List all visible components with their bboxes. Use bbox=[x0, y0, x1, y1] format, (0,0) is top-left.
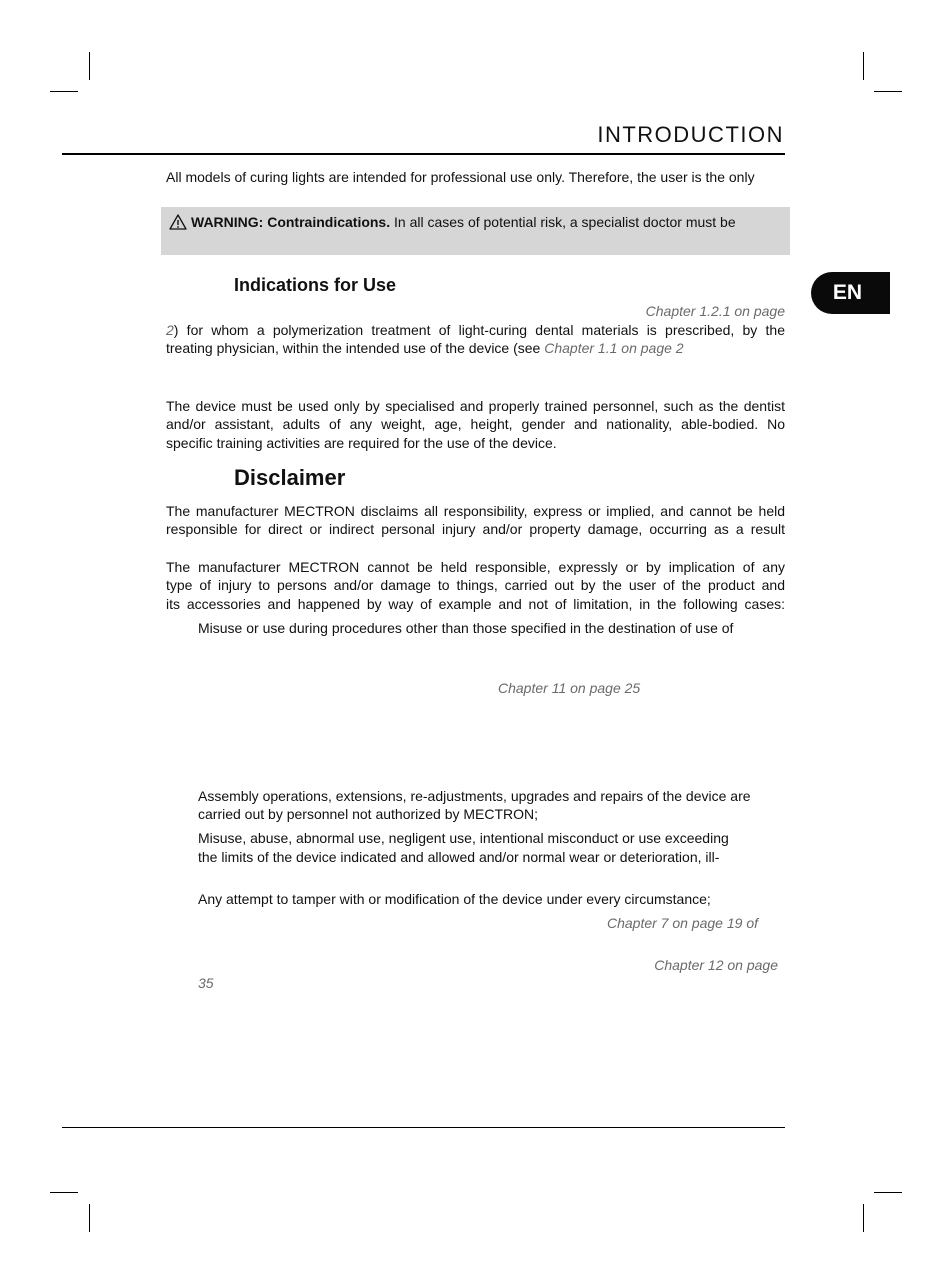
paragraph-line: The manufacturer MECTRON cannot be held responsible, expressly or by implication of any bbox=[166, 559, 785, 575]
header-rule bbox=[62, 153, 785, 155]
page-reference: 35 bbox=[198, 975, 214, 991]
indications-line bbox=[166, 339, 684, 358]
crop-mark bbox=[89, 52, 90, 80]
list-item: carried out by personnel not authorized by MECTRON; bbox=[198, 806, 539, 822]
list-item: Assembly operations, extensions, re-adjustments, upgrades and repairs of the device are bbox=[198, 788, 751, 804]
crop-mark bbox=[874, 91, 902, 92]
chapter-reference: Chapter 12 on page bbox=[654, 957, 778, 973]
crop-mark bbox=[50, 91, 78, 92]
section-heading-disclaimer: Disclaimer bbox=[234, 465, 346, 490]
paragraph-line: type of injury to persons and/or damage to things, carried out by the user of the product and bbox=[166, 577, 785, 593]
indications-text: ) for whom a polymerization treatment of light-curing dental materials is prescribed, by the bbox=[173, 322, 785, 338]
chapter-reference: Chapter 1.2.1 on page bbox=[645, 303, 785, 319]
chapter-reference: Chapter 11 on page 25 bbox=[498, 680, 641, 696]
page-reference: 2 bbox=[166, 322, 174, 338]
crop-mark bbox=[874, 1192, 902, 1193]
list-item: Any attempt to tamper with or modification of the device under every circumstance; bbox=[198, 891, 711, 907]
paragraph-line: responsible for direct or indirect personal injury and/or property damage, occurring as a result bbox=[166, 521, 785, 537]
list-item: Misuse, abuse, abnormal use, negligent use, intentional misconduct or use exceeding bbox=[198, 830, 729, 846]
paragraph-line: its accessories and happened by way of example and not of limitation, in the following cases: bbox=[166, 596, 785, 612]
crop-mark bbox=[50, 1192, 78, 1193]
warning-text: In all cases of potential risk, a specialist doctor must be bbox=[390, 214, 736, 230]
language-tab-label: EN bbox=[832, 281, 863, 304]
paragraph-line: The manufacturer MECTRON disclaims all responsibility, express or implied, and cannot be held bbox=[166, 503, 785, 519]
warning-line bbox=[169, 213, 736, 231]
footer-rule bbox=[62, 1127, 785, 1128]
chapter-reference: Chapter 7 on page 19 of bbox=[606, 915, 758, 931]
paragraph-line: and/or assistant, adults of any weight, age, height, gender and nationality, able-bodied. No bbox=[166, 416, 785, 432]
intro-line: All models of curing lights are intended for professional use only. Therefore, the user is the only bbox=[166, 169, 755, 185]
paragraph-line: The device must be used only by specialised and properly trained personnel, such as the dentist bbox=[166, 398, 785, 414]
paragraph-line: specific training activities are required for the use of the device. bbox=[166, 435, 557, 451]
crop-mark bbox=[863, 52, 864, 80]
section-heading-indications: Indications for Use bbox=[234, 275, 397, 295]
warning-label: WARNING: Contraindications. bbox=[191, 214, 391, 230]
warning-triangle-icon bbox=[169, 214, 187, 230]
crop-mark bbox=[863, 1204, 864, 1232]
chapter-reference: Chapter 1.1 on page 2 bbox=[544, 340, 684, 356]
language-tab bbox=[811, 272, 890, 314]
page-header-title: INTRODUCTION bbox=[597, 122, 784, 147]
crop-mark bbox=[89, 1204, 90, 1232]
indications-line bbox=[166, 321, 785, 340]
indications-text: treating physician, within the intended use of the device (see bbox=[166, 340, 545, 356]
list-item: the limits of the device indicated and allowed and/or normal wear or deterioration, ill- bbox=[198, 849, 720, 865]
list-item: Misuse or use during procedures other than those specified in the destination of use of bbox=[198, 620, 734, 636]
